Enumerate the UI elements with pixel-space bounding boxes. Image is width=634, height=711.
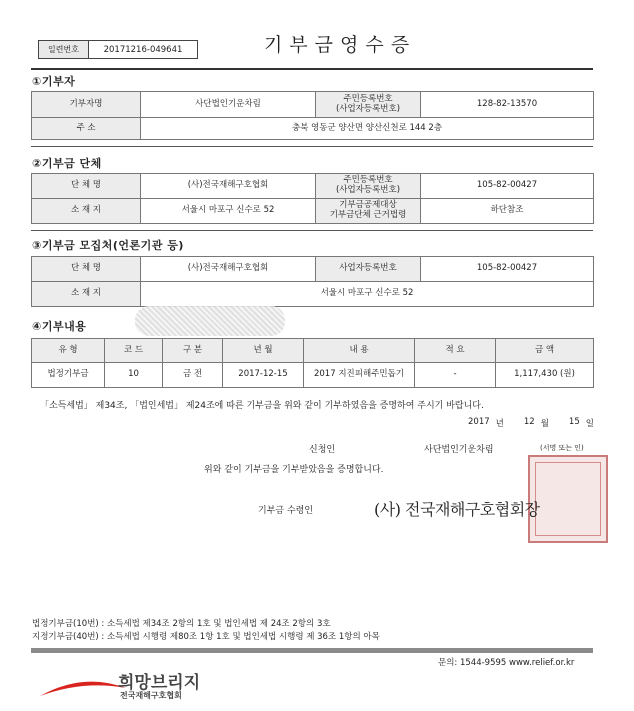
official-seal xyxy=(528,455,608,543)
org-table xyxy=(31,173,594,224)
pledge-statement: 「소득세법」 제34조, 「법인세법」 제24조에 따른 기부금을 위와 같이 기부하였음을 증명하여 주시기 바랍니다. xyxy=(40,401,484,411)
divider xyxy=(31,230,593,231)
date-day-unit: 일 xyxy=(585,419,594,429)
legal-basis-note: 지정기부금(40번) : 소득세법 시행령 제80조 1항 1호 및 법인세법 시행령 제 36조 1항의 아목 xyxy=(32,632,380,642)
collector-name-value: (사)전국재해구호협회 xyxy=(141,257,316,282)
donor-table xyxy=(31,91,594,140)
table-cell: 2017-12-15 xyxy=(223,363,304,388)
org-location-label: 소 재 지 xyxy=(32,199,141,224)
redacted-blur xyxy=(135,306,285,336)
table-cell: - xyxy=(415,363,496,388)
serial-number-value: 20171216-049641 xyxy=(103,44,183,55)
official-seal-inner xyxy=(535,462,601,536)
serial-number-box xyxy=(38,40,198,59)
date-year-unit: 년 xyxy=(495,419,504,429)
donor-name-label: 기부자명 xyxy=(32,92,141,118)
org-basis-label xyxy=(316,199,421,224)
logo-swoosh-icon xyxy=(38,676,128,698)
logo-subtitle: 전국재해구호협회 xyxy=(120,691,182,700)
org-basis-label-line1: 기부금공제대상 xyxy=(339,200,397,211)
divider xyxy=(31,146,593,147)
serial-number-label: 일련번호 xyxy=(39,41,89,58)
recipient-label: 기부금 수령인 xyxy=(258,506,314,516)
donation-details-table xyxy=(31,338,594,388)
date-day: 15 xyxy=(568,417,580,427)
org-reg-value: 105-82-00427 xyxy=(421,174,594,199)
donor-address-label: 주 소 xyxy=(32,118,141,140)
date-year: 2017 xyxy=(468,417,490,427)
column-header: 적 요 xyxy=(415,339,496,363)
table-cell: 법정기부금 xyxy=(32,363,105,388)
column-header: 유 형 xyxy=(32,339,105,363)
column-header: 코 드 xyxy=(105,339,163,363)
collector-reg-value: 105-82-00427 xyxy=(421,257,594,282)
issue-date xyxy=(468,417,594,429)
applicant-label: 신청인 xyxy=(309,445,336,455)
org-basis-value: 하단참조 xyxy=(421,199,594,224)
applicant-name: 사단법인기운차림 xyxy=(424,445,494,455)
table-cell: 10 xyxy=(105,363,163,388)
section-title-details: ④기부내용 xyxy=(32,320,87,333)
donor-reg-value: 128-82-13570 xyxy=(421,92,594,118)
donor-address-value: 충북 영동군 양산면 양산신천로 144 2층 xyxy=(141,118,594,140)
table-header-row xyxy=(32,339,594,363)
confirmation-statement: 위와 같이 기부금을 기부받았음을 증명합니다. xyxy=(204,465,384,475)
column-header: 구 분 xyxy=(163,339,223,363)
section-title-org: ②기부금 단체 xyxy=(32,157,102,170)
column-header: 금 액 xyxy=(496,339,594,363)
footer-bar xyxy=(31,648,593,653)
org-reg-label-line1: 주민등록번호 xyxy=(343,175,393,186)
logo-name: 희망브리지 xyxy=(118,673,201,693)
collector-reg-label: 사업자등록번호 xyxy=(316,257,421,282)
divider xyxy=(31,68,593,70)
collector-name-label: 단 체 명 xyxy=(32,257,141,282)
inquiry-contact: 문의: 1544-9595 www.relief.or.kr xyxy=(438,658,575,668)
section-title-collector: ③기부금 모집처(언론기관 등) xyxy=(32,239,184,252)
org-basis-label-line2: 기부금단체 근거법령 xyxy=(329,210,407,220)
recipient-name: (사) 전국재해구호협회장 xyxy=(374,500,540,519)
org-name-label: 단 체 명 xyxy=(32,174,141,199)
org-name-value: (사)전국재해구호협회 xyxy=(141,174,316,199)
table-row xyxy=(32,363,594,388)
table-cell: 금 전 xyxy=(163,363,223,388)
donor-reg-label-line2: (사업자등록번호) xyxy=(335,103,401,114)
donor-name-value: 사단법인기운차림 xyxy=(141,92,316,118)
collector-location-value: 서울시 마포구 신수로 52 xyxy=(141,282,594,307)
column-header: 년 월 xyxy=(223,339,304,363)
table-cell: 1,117,430 (원) xyxy=(496,363,594,388)
column-header: 내 용 xyxy=(304,339,415,363)
org-reg-label-line2: (사업자등록번호) xyxy=(335,185,401,195)
section-title-donor: ①기부자 xyxy=(32,75,76,88)
table-cell: 2017 지진피해주민돕기 xyxy=(304,363,415,388)
legal-basis-note: 법정기부금(10번) : 소득세법 제34조 2항의 1호 및 법인세법 제 24조 2항의 3호 xyxy=(32,619,331,629)
org-location-value: 서울시 마포구 신수로 52 xyxy=(141,199,316,224)
date-month-unit: 월 xyxy=(540,419,549,429)
org-reg-label xyxy=(316,174,421,199)
donor-reg-label-line1: 주민등록번호 xyxy=(343,93,393,104)
sign-note: (서명 또는 인) xyxy=(540,444,584,452)
collector-table xyxy=(31,256,594,307)
collector-location-label: 소 재 지 xyxy=(32,282,141,307)
document-title: 기부금영수증 xyxy=(263,34,417,56)
date-month: 12 xyxy=(523,417,535,427)
donor-reg-label xyxy=(316,92,421,118)
